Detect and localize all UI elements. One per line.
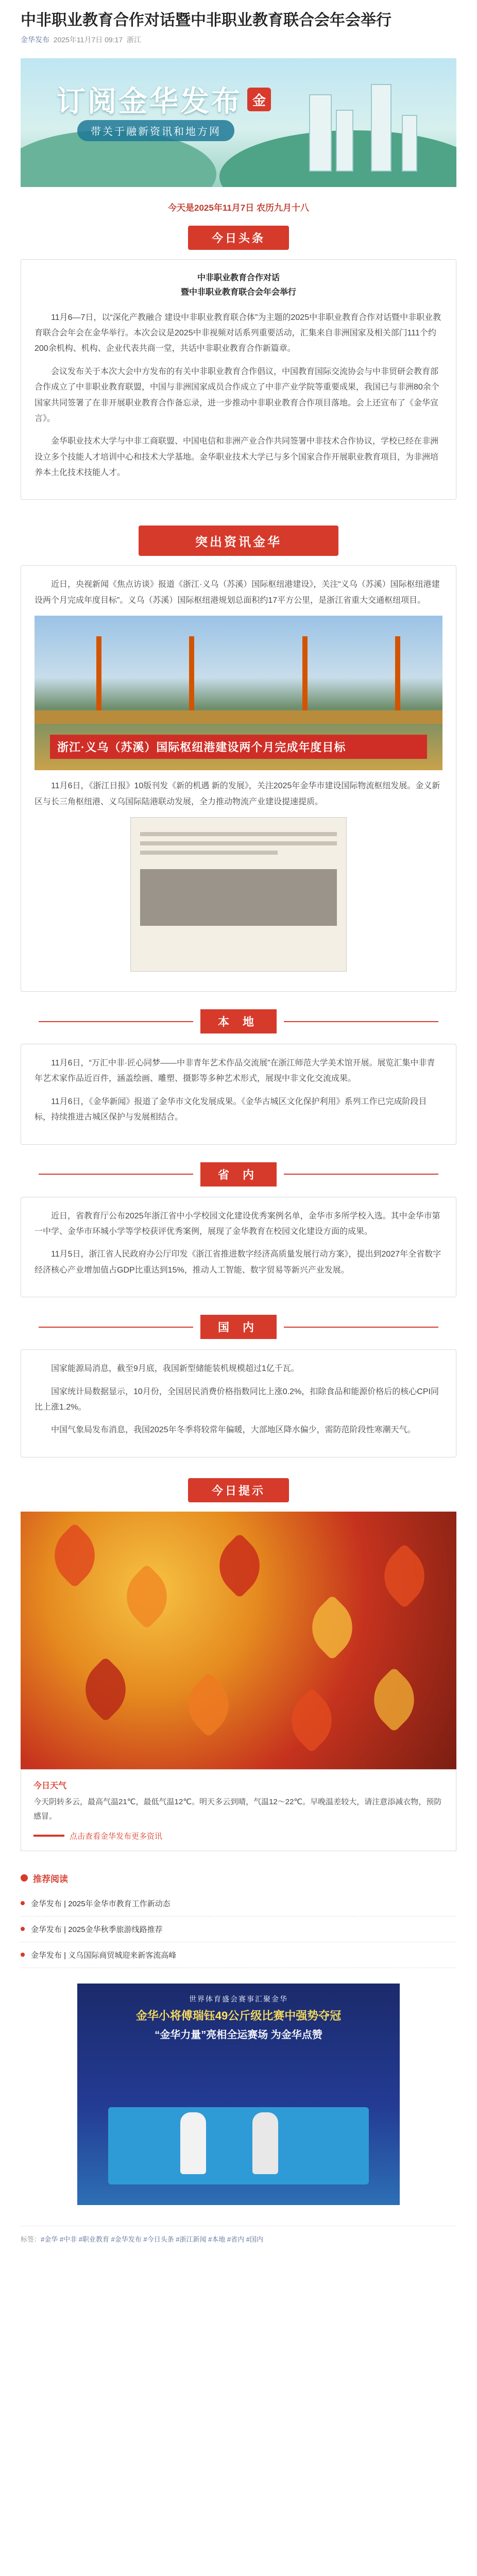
province-news-card [21,1197,456,1298]
footer-tags: 标签：#金华 #中非 #职业教育 #金华发布 #今日头条 #浙江新闻 #本地 #省内 #国内 [21,2226,456,2245]
weather-tip-box [21,1769,456,1851]
more-news-link[interactable]: 点击查看金华发布更多资讯 [33,1831,444,1841]
national-news-card [21,1349,456,1458]
port-construction-image [35,616,442,770]
poster-subline: “金华力量”亮相全运赛场 为金华点赞 [155,2029,322,2041]
banner-slogan: 带关于融新资讯和地方网 [77,120,234,141]
article-meta [0,35,477,58]
section-today-tip: 今日提示 [0,1478,477,1502]
banner-title: 订阅金华发布 [57,85,242,117]
section-jinhua-top: 突出资讯金华 [0,526,477,556]
news-paragraph: 近日，央视新闻《焦点访谈》报道《浙江·义乌（苏溪）国际枢纽港建设》，关注“义乌（苏溪）国际枢纽港建设两个月完成年度目标”。义乌（苏溪）国际枢纽港规划总面积约17平方公里，是浙江省重大交通枢纽项目。 [35,580,440,605]
publish-date: 2025年11月7日 09:17 [53,36,123,44]
sports-poster-image[interactable] [77,1984,400,2205]
headline-paragraph: 金华职业技术大学与中非工商联盟、中国电信和非洲产业合作共同签署中非技术合作协议，学校已经在非洲设立多个技能人才培训中心和技术大学基地。金华职业技术大学已与多个国家合作开展职业教育项目，为非洲培养本土化技术技能人才。 [35,437,439,478]
section-national: 国 内 [0,1315,477,1339]
zhejiang-news-card [21,565,456,992]
recommend-header: 推荐阅读 [21,1872,456,1885]
section-province: 省 内 [0,1162,477,1187]
autumn-maple-image [21,1512,456,1769]
poster-headline: 金华小将傅瑞钰49公斤级比赛中强势夺冠 [135,2009,342,2022]
article-title: 中非职业教育合作对话暨中非职业教育联合会年会举行 [21,12,391,29]
tip-text: 今天阴转多云，最高气温21℃，最低气温12℃。明天多云到晴，气温12～22℃。早晚温差较大，请注意添减衣物，预防感冒。 [33,1797,442,1821]
headline-card [21,259,456,500]
news-paragraph: 国家统计局数据显示，10月份，全国居民消费价格指数同比上涨0.2%，扣除食品和能源价格后的核心CPI同比上涨1.2%。 [35,1387,439,1412]
section-today-headline: 今日头条 [0,226,477,250]
recommend-item[interactable]: 金华发布 | 2025金华秋季旅游线路推荐 [21,1917,456,1942]
source-link[interactable]: 金华发布 [21,36,49,44]
image-caption: 浙江·义乌（苏溪）国际枢纽港建设两个月完成年度目标 [50,735,427,759]
recommend-item[interactable]: 金华发布 | 义乌国际商贸城迎来新客流高峰 [21,1942,456,1968]
bullet-icon [21,1874,28,1882]
news-paragraph: 11月5日，浙江省人民政府办公厅印发《浙江省推进数字经济高质量发展行动方案》，提出到2027年全省数字经济核心产业增加值占GDP比重达到15%，推动人工智能、数字贸易等新兴产业发展。 [35,1250,441,1275]
headline-paragraph: 11月6—7日，以“深化产教融合 建设中非职业教育联合体”为主题的2025中非职业教育合作对话暨中非职业教育联合会年会在金华举行。本次会议是2025中非视频对话系列重要活动，汇集来自非洲国家及相关部门111个约200余机构、机构、企业代表共商一堂，共话中非职业教育合作新篇章。 [35,313,441,353]
date-line: 今天是2025年11月7日 农历九月十八 [168,203,309,213]
publish-location: 浙江 [126,36,141,44]
headline-paragraph: 会议发布关于本次大会中方发布的有关中非职业教育合作倡议，中国教育国际交流协会与中非贸研会教育部合作成立了中非职业教育联盟，中国与非洲国家成员合作成立了中非产业学院等重要成果，我国已与非洲80余个国家共同签署了在非开展职业教育合作备忘录，进一步推动中非职业教育合作项目落地。会上还宣布了《金华宣言》。 [35,367,439,423]
jinhua-logo-icon: 金 [247,88,271,111]
headline-title-1: 中非职业教育合作对话 [197,274,280,282]
tag-links[interactable]: #金华 #中非 #职业教育 #金华发布 #今日头条 #浙江新闻 #本地 #省内 #国内 [41,2235,263,2243]
section-local: 本 地 [0,1009,477,1033]
headline-title-2: 暨中非职业教育联合会年会举行 [180,288,296,297]
tip-title: 今日天气 [33,1781,67,1790]
poster-kicker: 世界体育盛会赛事汇聚金华 [189,1994,288,2003]
news-paragraph: 11月6日，“万汇中非·匠心同梦——中非青年艺术作品交流展”在浙江师范大学美术馆开展。展览汇集中非青年艺术家作品近百件，涵盖绘画、雕塑、摄影等多种艺术形式，展现中非文化交流成果。 [35,1059,435,1083]
local-news-card [21,1044,456,1145]
recommend-list [21,1891,456,1968]
news-paragraph: 11月6日，《金华新闻》报道了金华市文化发展成果。《金华古城区文化保护利用》系列工作已完成阶段目标，持续推进古城区保护与发展相结合。 [35,1097,427,1122]
news-paragraph: 近日，省教育厅公布2025年浙江省中小学校园文化建设优秀案例名单，金华市多所学校入选。其中金华市第一中学、金华市环城小学等学校获评优秀案例，展现了金华教育在校园文化建设方面的成果。 [35,1211,440,1236]
recommend-item[interactable]: 金华发布 | 2025年金华市教育工作新动态 [21,1891,456,1917]
subscribe-banner[interactable] [21,58,456,187]
newspaper-image [130,817,347,972]
news-paragraph: 国家能源局消息，截至9月底，我国新型储能装机规模超过1亿千瓦。 [51,1364,299,1374]
news-paragraph: 11月6日，《浙江日报》10版刊发《新的机遇 新的发展》，关注2025年金华市建设国际物流枢纽发展。金义新区与长三角枢纽港、义乌国际陆港联动发展，全力推动物流产业建设提速提质。 [35,782,440,806]
news-paragraph: 中国气象局发布消息，我国2025年冬季将较常年偏暖，大部地区降水偏少，需防范阶段性寒潮天气。 [51,1426,416,1435]
